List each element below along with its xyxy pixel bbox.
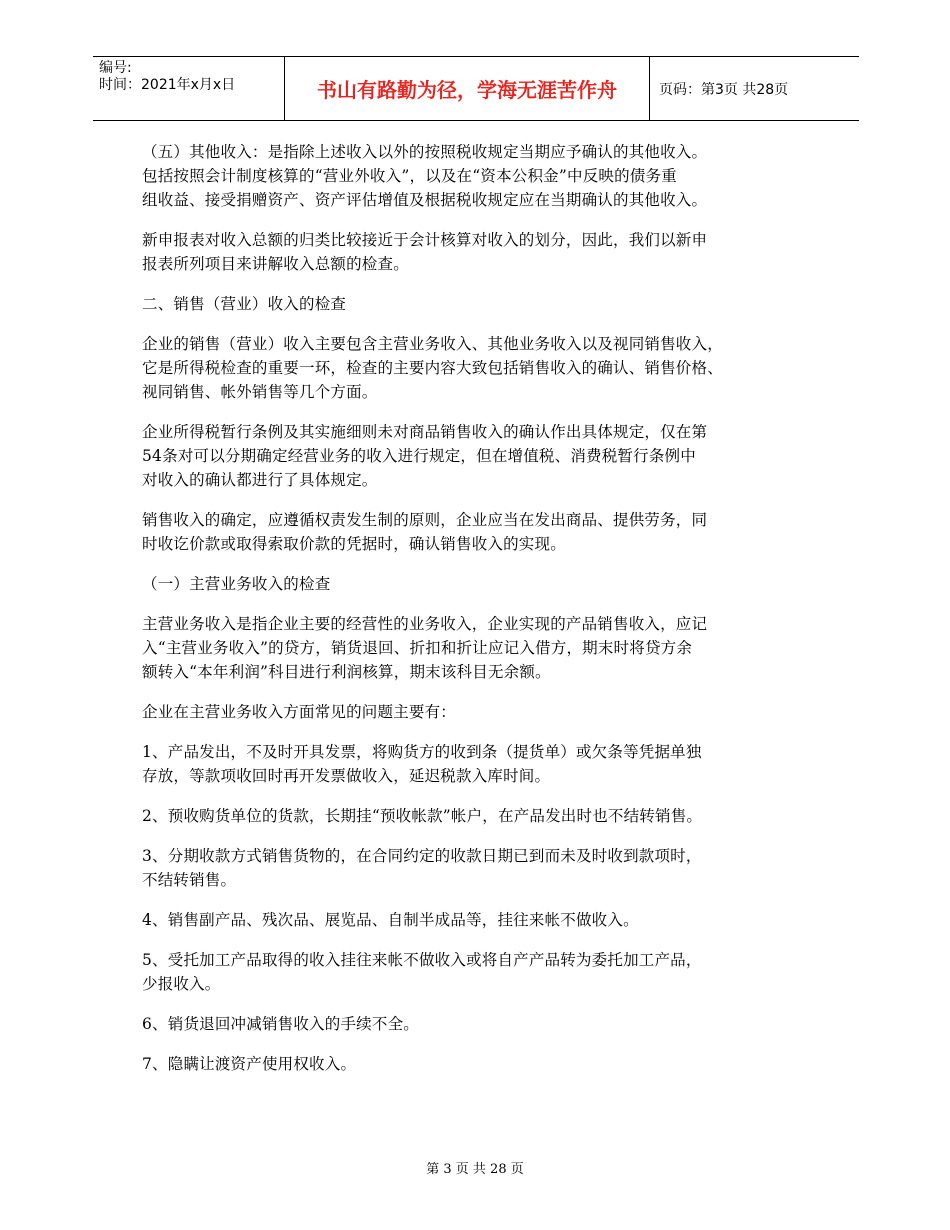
page-header: [93, 56, 859, 121]
list-item: 7、隐瞒让渡资产使用权收入。: [142, 1055, 357, 1073]
header-motto: 书山有路勤为径，学海无涯苦作舟: [285, 57, 650, 120]
time-label: 时间：2021年x月x日: [99, 77, 236, 93]
list-item: 2、预收购货单位的货款，长期挂“预收帐款”帐户，在产品发出时也不结转销售。: [142, 807, 703, 825]
subsection-heading-main-business: （一）主营业务收入的检查: [142, 575, 331, 593]
paragraph-income-recognition: 销售收入的确定，应遵循权责发生制的原则，企业应当在发出商品、提供劳务，同 时收讫价款或取得索取价款的凭据时，确认销售收入的实现。: [142, 511, 708, 553]
paragraph-tax-regulation: 企业所得税暂行条例及其实施细则未对商品销售收入的确认作出具体规定，仅在第 54条对可以分期确定经营业务的收入进行规定，但在增值税、消费税暂行条例中 对收入的确认都进行了具体规定。: [142, 423, 708, 489]
paragraph-other-income: （五）其他收入：是指除上述收入以外的按照税收规定当期应予确认的其他收入。 包括按照会计制度核算的“营业外收入”，以及在“资本公积金”中反映的债务重 组收益、接受捐赠资产、资产评估增值及根据税收规定应在当期确认的其他收入。: [142, 143, 708, 209]
number-label: 编号:: [99, 60, 132, 76]
page-footer: 第 3 页 共 28 页: [426, 1162, 524, 1177]
paragraph-main-business-definition: 主营业务收入是指企业主要的经营性的业务收入，企业实现的产品销售收入，应记 入“主营业务收入”的贷方，销货退回、折扣和折让应记入借方，期末时将贷方余 额转入“本年利润”科目进行利润核算，期末该科目无余额。: [142, 615, 708, 681]
document-body: [142, 140, 832, 1092]
paragraph-sales-income-overview: 企业的销售（营业）收入主要包含主营业务收入、其他业务收入以及视同销售收入， 它是所得税检查的重要一环，检查的主要内容大致包括销售收入的确认、销售价格、 视同销售、帐外销售等几个方面。: [142, 335, 723, 401]
list-item: 6、销货退回冲减销售收入的手续不全。: [142, 1015, 419, 1033]
list-item: 5、受托加工产品取得的收入挂往来帐不做收入或将自产产品转为委托加工产品， 少报收入。: [142, 951, 702, 993]
list-item: 4、销售副产品、残次品、展览品、自制半成品等，挂往来帐不做收入。: [142, 911, 639, 929]
header-meta: [93, 57, 285, 120]
header-page-info: 页码：第3页 共28页: [659, 81, 789, 98]
paragraph-classification: 新申报表对收入总额的归类比较接近于会计核算对收入的划分，因此，我们以新申 报表所列项目来讲解收入总额的检查。: [142, 231, 708, 273]
section-heading-sales-income: 二、销售（营业）收入的检查: [142, 295, 347, 313]
list-item: 1、产品发出，不及时开具发票，将购货方的收到条（提货单）或欠条等凭据单独 存放，等款项收回时再开发票做收入，延迟税款入库时间。: [142, 743, 702, 785]
paragraph-common-problems-intro: 企业在主营业务收入方面常见的问题主要有：: [142, 703, 457, 721]
list-item: 3、分期收款方式销售货物的，在合同约定的收款日期已到而未及时收到款项时， 不结转销售。: [142, 847, 702, 889]
